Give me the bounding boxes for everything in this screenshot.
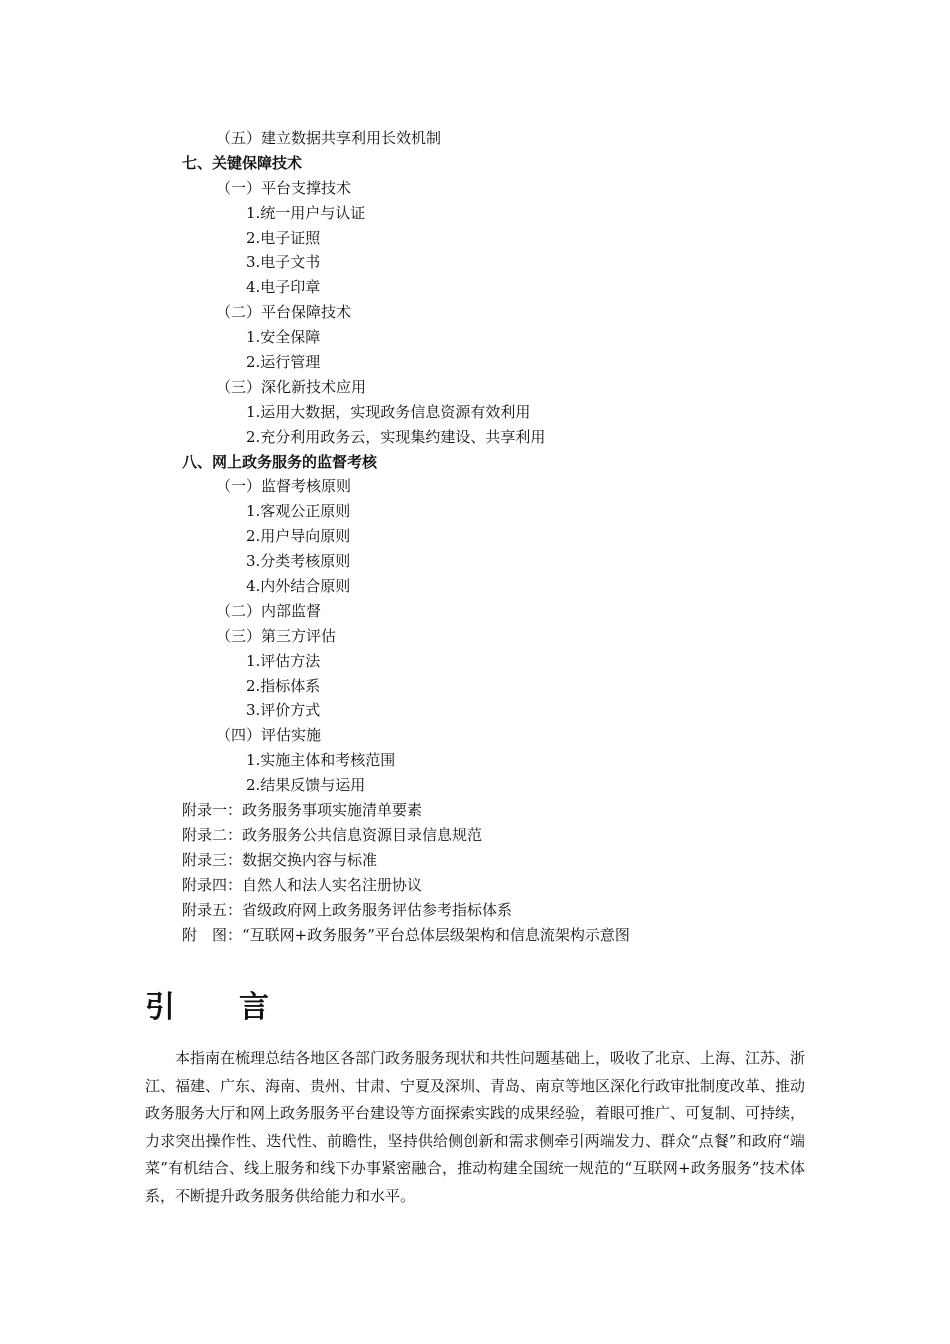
toc-item-entry[interactable]: 1.客观公正原则 — [246, 502, 351, 521]
toc-section-entry[interactable]: （五）建立数据共享利用长效机制 — [216, 129, 442, 147]
toc-item-entry[interactable]: 2.用户导向原则 — [246, 527, 351, 546]
toc-section-entry[interactable]: （一）监督考核原则 — [216, 477, 352, 496]
toc-item-entry[interactable]: 2.电子证照 — [246, 228, 321, 247]
toc-appendix-entry[interactable]: 附录一：政务服务事项实施清单要素 — [182, 801, 423, 820]
toc-section-entry[interactable]: （三）深化新技术应用 — [216, 377, 367, 396]
introduction-heading-char: 引 — [145, 990, 175, 1025]
toc-chapter-heading[interactable]: 七、关键保障技术 — [182, 153, 303, 172]
toc-appendix-entry[interactable]: 附录五：省级政府网上政务服务评估参考指标体系 — [182, 900, 513, 919]
toc-item-entry[interactable]: 3.分类考核原则 — [246, 552, 351, 571]
toc-appendix-entry[interactable]: 附录二：政务服务公共信息资源目录信息规范 — [182, 825, 483, 844]
toc-item-entry[interactable]: 3.评价方式 — [246, 701, 321, 720]
introduction-heading-char: 言 — [239, 990, 269, 1025]
toc-item-entry[interactable]: 1.评估方法 — [246, 651, 321, 670]
toc-item-entry[interactable]: 2.结果反馈与运用 — [246, 776, 366, 795]
toc-item-entry[interactable]: 4.内外结合原则 — [246, 577, 351, 596]
toc-appendix-entry[interactable]: 附 图：“互联网+政务服务”平台总体层级架构和信息流架构示意图 — [182, 925, 630, 944]
toc-item-entry[interactable]: 4.电子印章 — [246, 278, 321, 297]
toc-item-entry[interactable]: 1.安全保障 — [246, 328, 321, 347]
toc-item-entry[interactable]: 3.电子文书 — [246, 253, 321, 272]
toc-item-entry[interactable]: 1.统一用户与认证 — [246, 203, 366, 222]
introduction-heading — [145, 988, 269, 1028]
toc-section-entry[interactable]: （二）平台保障技术 — [216, 303, 352, 322]
toc-section-entry[interactable]: （三）第三方评估 — [216, 626, 337, 645]
toc-item-entry[interactable]: 1.运用大数据，实现政务信息资源有效利用 — [246, 402, 531, 421]
toc-appendix-entry[interactable]: 附录三：数据交换内容与标准 — [182, 850, 378, 869]
toc-appendix-entry[interactable]: 附录四：自然人和法人实名注册协议 — [182, 875, 423, 894]
toc-item-entry[interactable]: 1.实施主体和考核范围 — [246, 751, 396, 770]
toc-item-entry[interactable]: 2.充分利用政务云，实现集约建设、共享利用 — [246, 427, 546, 446]
toc-item-entry[interactable]: 2.指标体系 — [246, 676, 321, 695]
table-of-contents — [0, 126, 950, 947]
toc-section-entry[interactable]: （二）内部监督 — [216, 601, 322, 620]
toc-section-entry[interactable]: （一）平台支撑技术 — [216, 178, 352, 197]
toc-item-entry[interactable]: 2.运行管理 — [246, 353, 321, 372]
toc-section-entry[interactable]: （四）评估实施 — [216, 726, 322, 745]
introduction-paragraph: 本指南在梳理总结各地区各部门政务服务现状和共性问题基础上，吸收了北京、上海、江苏、浙江、福建、广东、海南、贵州、甘肃、宁夏及深圳、青岛、南京等地区深化行政审批制度改革、推动政务服务大厅和网上政务服务平台建设等方面探索实践的成果经验，着眼可推广、可复制、可持续，力求突出操作性、迭代性、前瞻性，坚持供给侧创新和需求侧牵引两端发力、群众“点餐”和政府“端菜”有机结合、线上服务和线下办事紧密融合，推动构建全国统一规范的“互联网+政务服务”技术体系，不断提升政务服务供给能力和水平。 — [145, 1049, 806, 1205]
toc-chapter-heading[interactable]: 八、网上政务服务的监督考核 — [182, 452, 378, 471]
